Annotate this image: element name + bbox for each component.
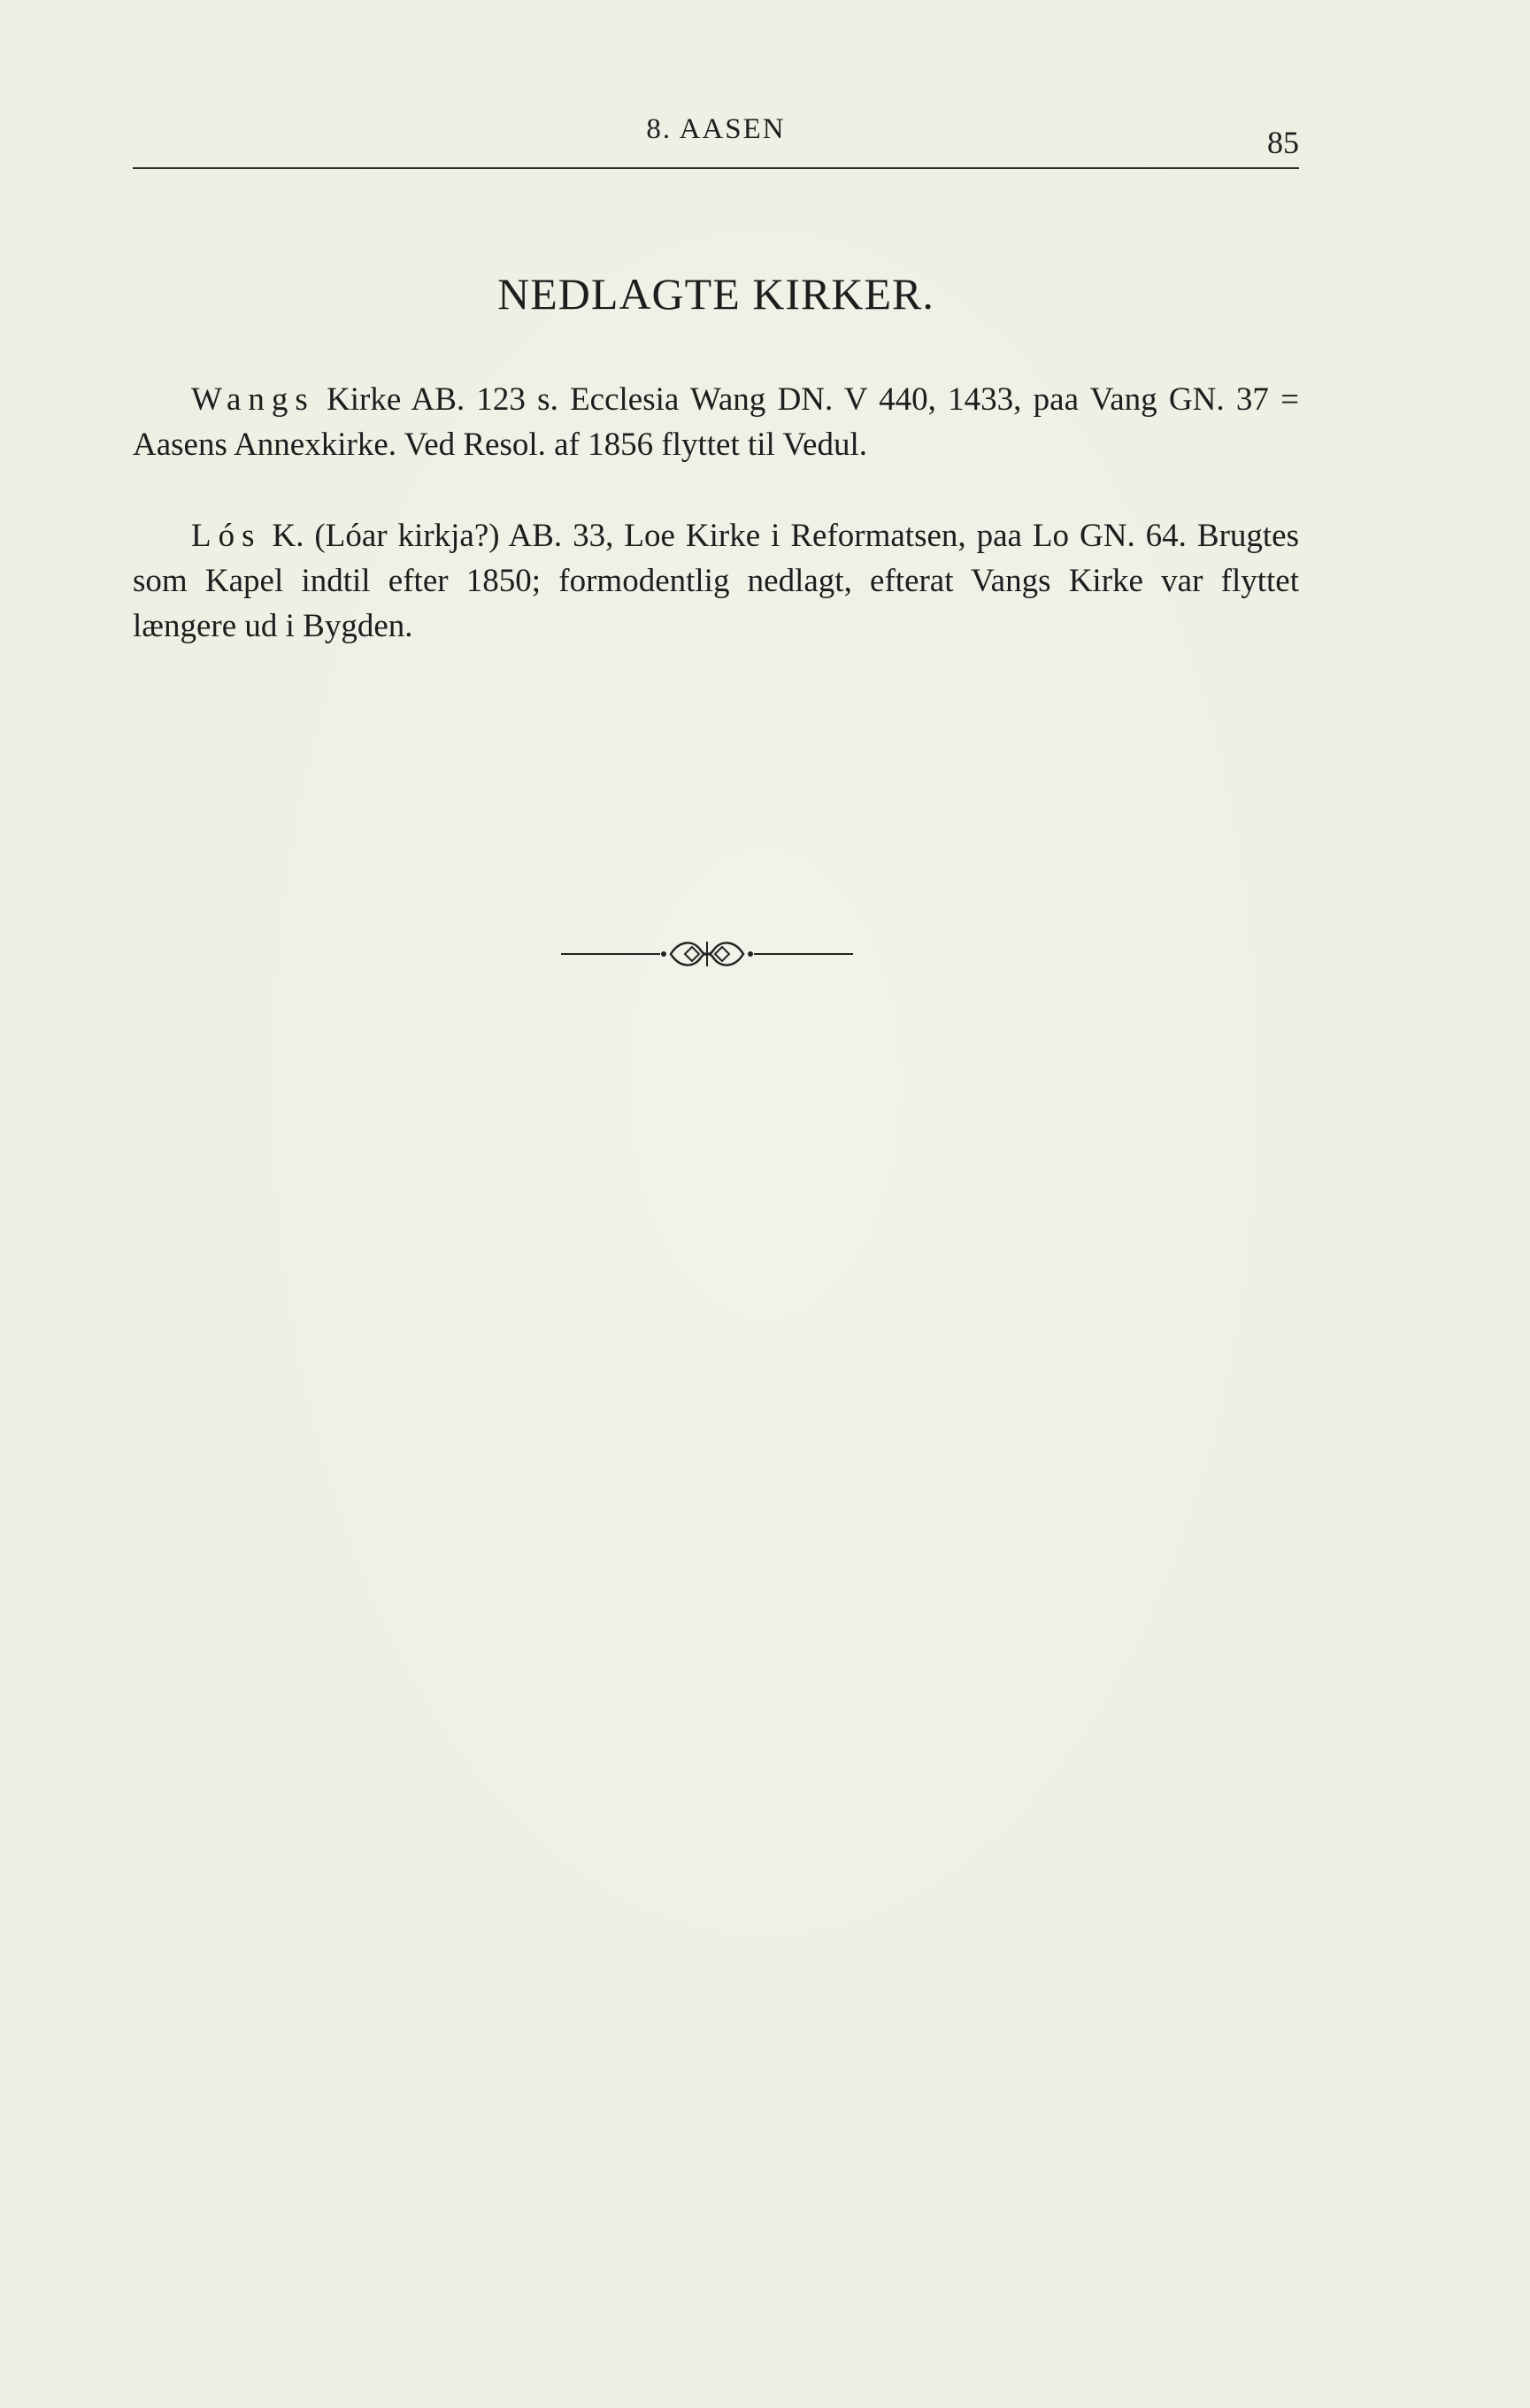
entry-paragraph [133, 513, 1299, 649]
header-rule [133, 167, 1299, 169]
entry-name: Lós [191, 518, 262, 554]
entry-los-kirke [133, 513, 1299, 649]
entry-name: Wangs [191, 381, 315, 418]
running-header [133, 113, 1299, 166]
entry-paragraph [133, 377, 1299, 467]
decorative-divider-icon [561, 929, 853, 979]
section-title: NEDLAGTE KIRKER. [497, 269, 934, 319]
entry-text: Kirke AB. 123 s. Ecclesia Wang DN. V 440, 1433, paa Vang GN. 37 = Aasens Annexkirke. Ved Resol. af 1856 flyttet til Vedul. [133, 381, 1299, 463]
bleed-through-text [133, 1381, 1301, 1457]
entry-wangs-kirke [133, 377, 1299, 467]
page-number: 85 [1267, 125, 1299, 160]
entry-text: K. (Lóar kirkja?) AB. 33, Loe Kirke i Reformatsen, paa Lo GN. 64. Brugtes som Kapel indtil efter 1850; formodentlig nedlagt, efterat Vangs Kirke var flyttet længere ud i Bygden. [133, 518, 1299, 644]
running-title: 8. AASEN [646, 113, 786, 145]
